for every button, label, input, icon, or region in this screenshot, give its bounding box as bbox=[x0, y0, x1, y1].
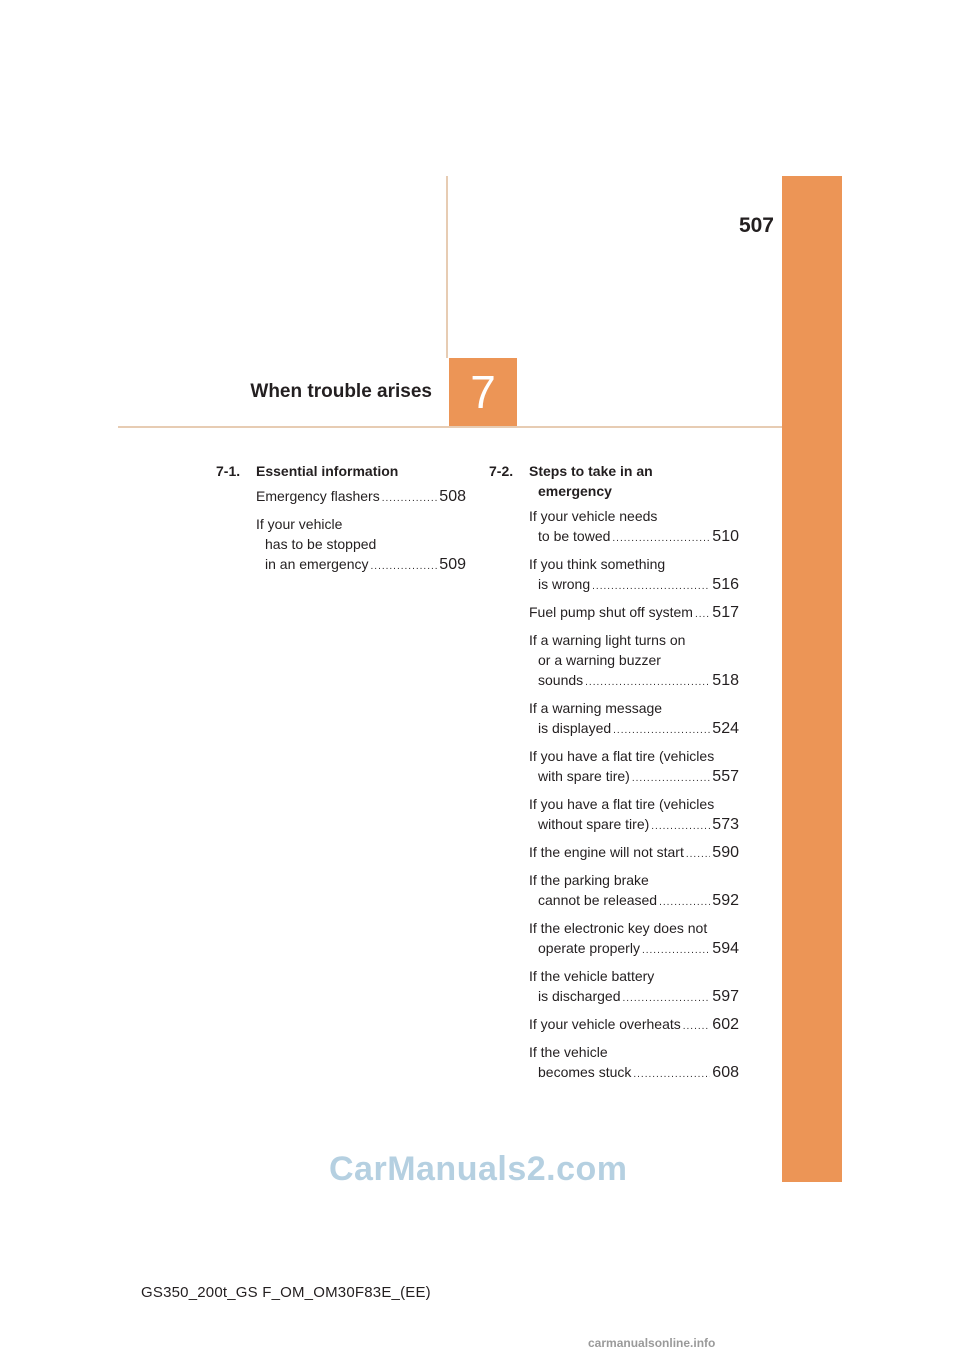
toc-entry[interactable] bbox=[529, 918, 739, 961]
section-title-line: Steps to take in an bbox=[529, 463, 653, 479]
dot-leader bbox=[683, 1017, 711, 1037]
toc-entry-text: is displayed bbox=[538, 720, 612, 736]
document-code-footer: GS350_200t_GS F_OM_OM30F83E_(EE) bbox=[141, 1284, 431, 1301]
toc-entry-text: sounds bbox=[538, 672, 584, 688]
toc-page-number: 573 bbox=[712, 816, 739, 833]
dot-leader bbox=[371, 557, 438, 577]
page-number: 507 bbox=[738, 214, 774, 237]
chapter-number-badge: 7 bbox=[449, 358, 517, 426]
toc-entry[interactable] bbox=[529, 554, 739, 597]
toc-entry-text: If the electronic key does not bbox=[529, 920, 708, 936]
toc-entry-text: If you have a flat tire (vehicles bbox=[529, 796, 715, 812]
toc-entry-text: with spare tire) bbox=[538, 768, 630, 784]
toc-entry[interactable] bbox=[256, 486, 466, 509]
dot-leader bbox=[695, 605, 710, 625]
toc-entry-text: operate properly bbox=[538, 940, 640, 956]
toc-page-number: 524 bbox=[712, 720, 739, 737]
toc-entry[interactable] bbox=[529, 630, 739, 693]
toc-page-number: 557 bbox=[712, 768, 739, 785]
toc-page-number: 516 bbox=[712, 576, 739, 593]
toc-entry[interactable] bbox=[256, 514, 466, 577]
toc-entry[interactable] bbox=[529, 698, 739, 741]
dot-leader bbox=[633, 1065, 710, 1085]
header-vertical-rule bbox=[446, 176, 448, 358]
toc-entry-text: If you have a flat tire (vehicles bbox=[529, 748, 715, 764]
dot-leader bbox=[382, 489, 438, 509]
section-title-line: emergency bbox=[538, 483, 612, 499]
toc-entry-text: to be towed bbox=[538, 528, 611, 544]
toc-entry[interactable] bbox=[529, 842, 739, 865]
toc-entry-text: If your vehicle bbox=[256, 516, 343, 532]
dot-leader bbox=[632, 769, 710, 789]
toc-entry-text: If you think something bbox=[529, 556, 666, 572]
dot-leader bbox=[612, 529, 710, 549]
dot-leader bbox=[592, 577, 710, 597]
section-title bbox=[529, 461, 653, 501]
toc-entry-list bbox=[529, 506, 739, 1085]
watermark-bottom: carmanualsonline.info bbox=[588, 1336, 716, 1350]
dot-leader bbox=[642, 941, 710, 961]
toc-entry-text: If a warning message bbox=[529, 700, 663, 716]
toc-entry-text: without spare tire) bbox=[538, 816, 650, 832]
toc-entry-text: is discharged bbox=[538, 988, 621, 1004]
dot-leader bbox=[686, 845, 710, 865]
dot-leader bbox=[659, 893, 710, 913]
chapter-title: When trouble arises bbox=[250, 381, 432, 402]
toc-entry-text: If the engine will not start bbox=[529, 844, 684, 860]
section-title-line: Essential information bbox=[256, 463, 399, 479]
toc-entry[interactable] bbox=[529, 870, 739, 913]
toc-entry-text: If a warning light turns on bbox=[529, 632, 686, 648]
toc-page-number: 590 bbox=[712, 844, 739, 861]
toc-entry-text: in an emergency bbox=[265, 556, 369, 572]
toc-entry-text: is wrong bbox=[538, 576, 591, 592]
toc-entry-text: cannot be released bbox=[538, 892, 658, 908]
toc-entry-list bbox=[256, 486, 466, 577]
toc-entry[interactable] bbox=[529, 746, 739, 789]
toc-page-number: 509 bbox=[439, 556, 466, 573]
toc-entry[interactable] bbox=[529, 506, 739, 549]
toc-page-number: 594 bbox=[712, 940, 739, 957]
toc-entry-text: Emergency flashers bbox=[256, 488, 380, 504]
toc-entry-text: becomes stuck bbox=[538, 1064, 632, 1080]
toc-entry-text: If the vehicle battery bbox=[529, 968, 655, 984]
toc-page-number: 510 bbox=[712, 528, 739, 545]
section-number: 7-2. bbox=[489, 463, 514, 479]
header-horizontal-rule bbox=[118, 426, 782, 428]
toc-entry-text: If your vehicle needs bbox=[529, 508, 658, 524]
toc-entry-text: If the vehicle bbox=[529, 1044, 608, 1060]
toc-entry[interactable] bbox=[529, 1014, 739, 1037]
toc-section-7-2 bbox=[489, 461, 739, 1090]
watermark-center: CarManuals2.com bbox=[329, 1150, 628, 1188]
dot-leader bbox=[651, 817, 710, 837]
section-heading bbox=[216, 461, 466, 481]
toc-page-number: 602 bbox=[712, 1016, 739, 1033]
toc-entry-text: has to be stopped bbox=[265, 536, 377, 552]
toc-page-number: 597 bbox=[712, 988, 739, 1005]
toc-entry-text: If your vehicle overheats bbox=[529, 1016, 681, 1032]
section-title bbox=[256, 461, 398, 481]
toc-page-number: 517 bbox=[712, 604, 739, 621]
toc-page-number: 508 bbox=[439, 488, 466, 505]
toc-page-number: 592 bbox=[712, 892, 739, 909]
section-heading bbox=[489, 461, 739, 501]
toc-entry-text: Fuel pump shut off system bbox=[529, 604, 693, 620]
toc-entry-text: If the parking brake bbox=[529, 872, 649, 888]
dot-leader bbox=[585, 673, 710, 693]
section-number: 7-1. bbox=[216, 463, 241, 479]
toc-entry[interactable] bbox=[529, 966, 739, 1009]
toc-entry[interactable] bbox=[529, 602, 739, 625]
toc-entry[interactable] bbox=[529, 794, 739, 837]
toc-page-number: 518 bbox=[712, 672, 739, 689]
chapter-tab-sidebar bbox=[782, 176, 842, 1182]
dot-leader bbox=[613, 721, 710, 741]
toc-entry[interactable] bbox=[529, 1042, 739, 1085]
toc-entry-text: or a warning buzzer bbox=[538, 652, 661, 668]
toc-page-number: 608 bbox=[712, 1064, 739, 1081]
toc-section-7-1 bbox=[216, 461, 466, 582]
dot-leader bbox=[623, 989, 711, 1009]
